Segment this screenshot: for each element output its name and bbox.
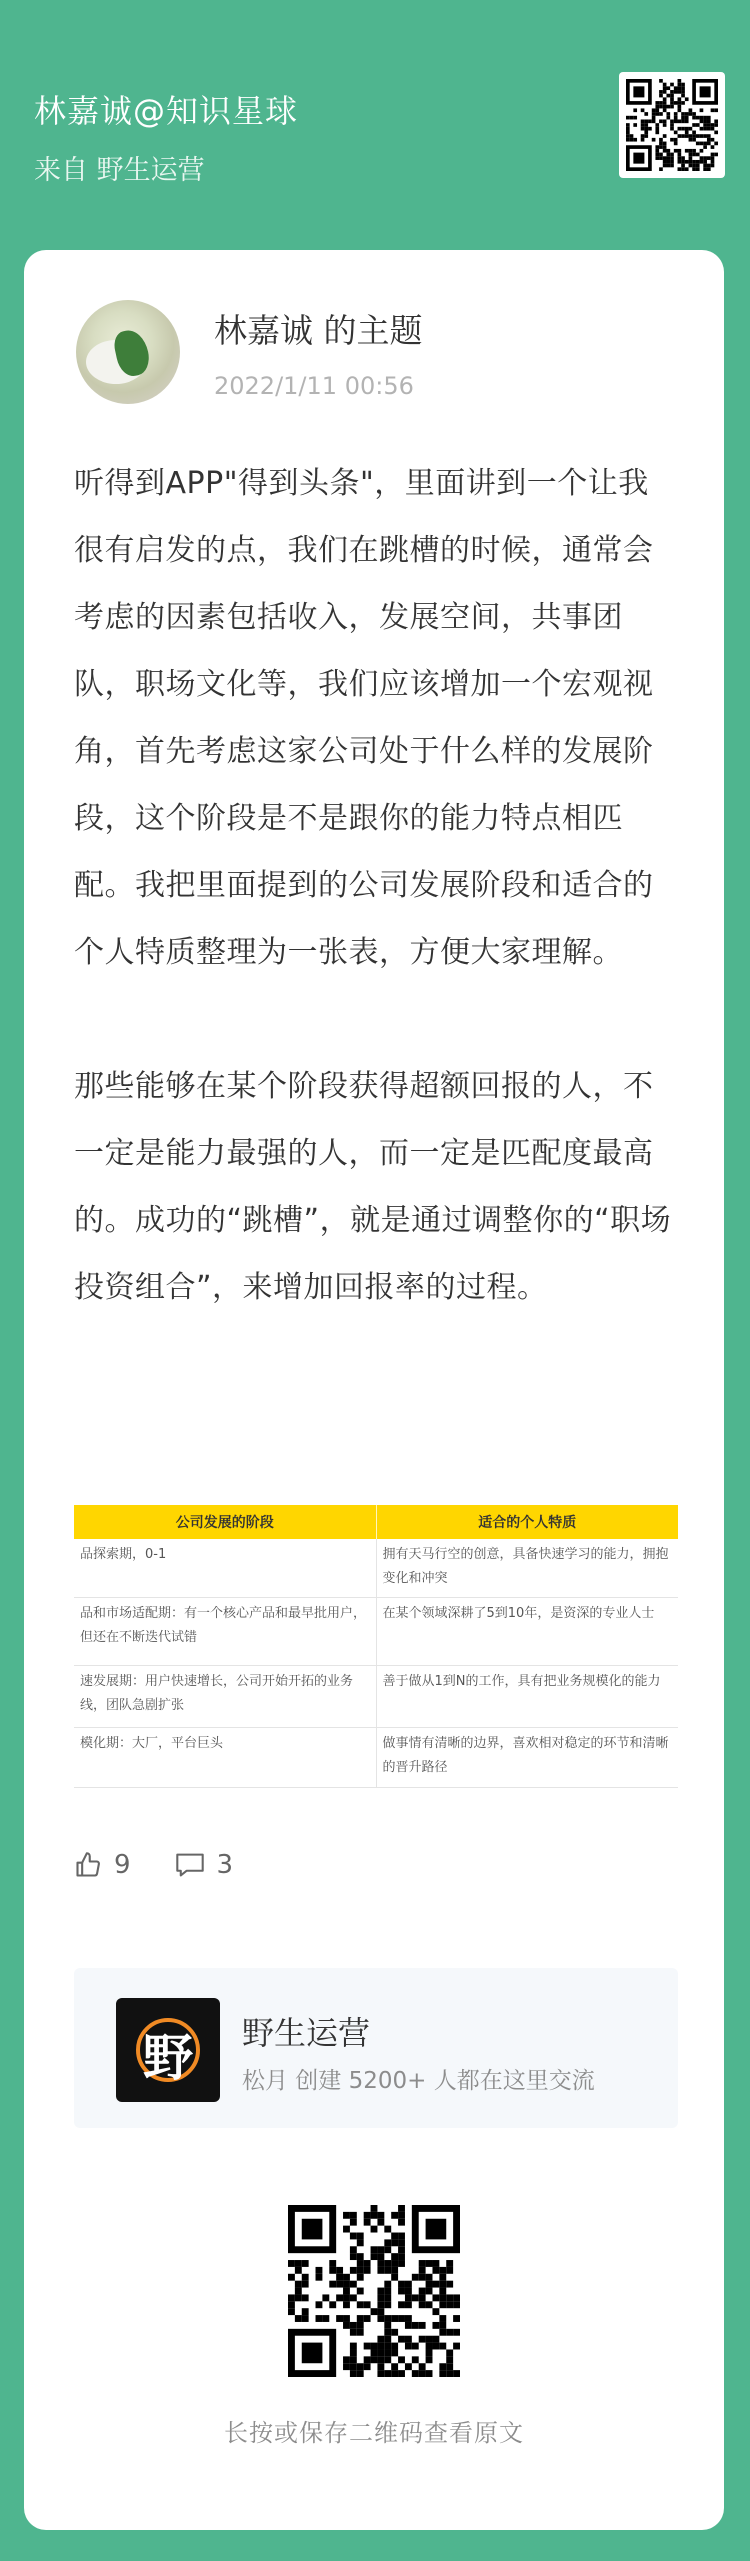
stage-trait-table — [74, 1505, 678, 1788]
qr-code-icon — [626, 79, 718, 171]
post-stats — [74, 1845, 277, 1885]
table-cell-stage: 品和市场适配期：有一个核心产品和最早批用户，但还在不断迭代试错 — [74, 1597, 376, 1665]
header-qr-code-icon[interactable] — [619, 72, 725, 178]
comment-button[interactable] — [175, 1850, 234, 1880]
post-body — [74, 450, 678, 1321]
post-paragraph: 听得到APP"得到头条"，里面讲到一个让我很有启发的点，我们在跳槽的时候，通常会考虑的因素包括收入，发展空间，共事团队，职场文化等，我们应该增加一个宏观视角，首先考虑这家公司处于什么样的发展阶段，这个阶段是不是跟你的能力特点相匹配。我把里面提到的公司发展阶段和适合的个人特质整理为一张表，方便大家理解。 — [74, 466, 654, 970]
table-row — [74, 1665, 678, 1727]
table-cell-trait: 做事情有清晰的边界，喜欢相对稳定的环节和清晰的晋升路径 — [376, 1727, 678, 1787]
post-card — [24, 250, 724, 2530]
original-qr-code[interactable] — [288, 2205, 460, 2377]
table-cell-trait: 在某个领域深耕了5到10年，是资深的专业人士 — [376, 1597, 678, 1665]
table-row — [74, 1727, 678, 1787]
group-card[interactable] — [74, 1968, 678, 2128]
table-row — [74, 1539, 678, 1597]
table-cell-stage: 速发展期：用户快速增长，公司开始开拓的业务线，团队急剧扩张 — [74, 1665, 376, 1727]
post-author[interactable]: 林嘉诚 的主题 — [214, 311, 423, 350]
table-header-row — [74, 1505, 678, 1539]
comment-icon — [175, 1851, 205, 1879]
table-row — [74, 1597, 678, 1665]
group-logo-char: 野 — [143, 2028, 193, 2087]
like-button[interactable] — [74, 1850, 131, 1880]
qr-code-icon — [288, 2205, 460, 2377]
table-cell-stage: 模化期：大厂，平台巨头 — [74, 1727, 376, 1787]
header-title: 林嘉诚@知识星球 — [34, 92, 299, 130]
thumbs-up-icon — [74, 1851, 102, 1879]
header-subtitle: 来自 野生运营 — [34, 155, 205, 186]
like-count: 9 — [114, 1850, 131, 1880]
avatar[interactable] — [76, 300, 180, 404]
qr-hint-text: 长按或保存二维码查看原文 — [224, 2419, 524, 2447]
group-name: 野生运营 — [242, 2014, 371, 2052]
share-header — [0, 0, 750, 250]
comment-count: 3 — [216, 1850, 234, 1880]
table-header-trait: 适合的个人特质 — [376, 1505, 678, 1539]
post-date: 2022/1/11 00:56 — [214, 372, 414, 400]
table-header-stage: 公司发展的阶段 — [74, 1505, 376, 1539]
table-cell-trait: 拥有天马行空的创意，具备快速学习的能力，拥抱变化和冲突 — [376, 1539, 678, 1597]
group-logo — [116, 1998, 220, 2102]
group-info: 松月 创建 5200+ 人都在这里交流 — [242, 2068, 595, 2094]
post-image-table[interactable] — [74, 1505, 678, 1795]
table-cell-trait: 善于做从1到N的工作，具有把业务规模化的能力 — [376, 1665, 678, 1727]
table-cell-stage: 品探索期，0-1 — [74, 1539, 376, 1597]
post-paragraph: 那些能够在某个阶段获得超额回报的人，不一定是能力最强的人，而一定是匹配度最高的。成功的“跳槽”，就是通过调整你的“职场投资组合”，来增加回报率的过程。 — [74, 1069, 672, 1305]
